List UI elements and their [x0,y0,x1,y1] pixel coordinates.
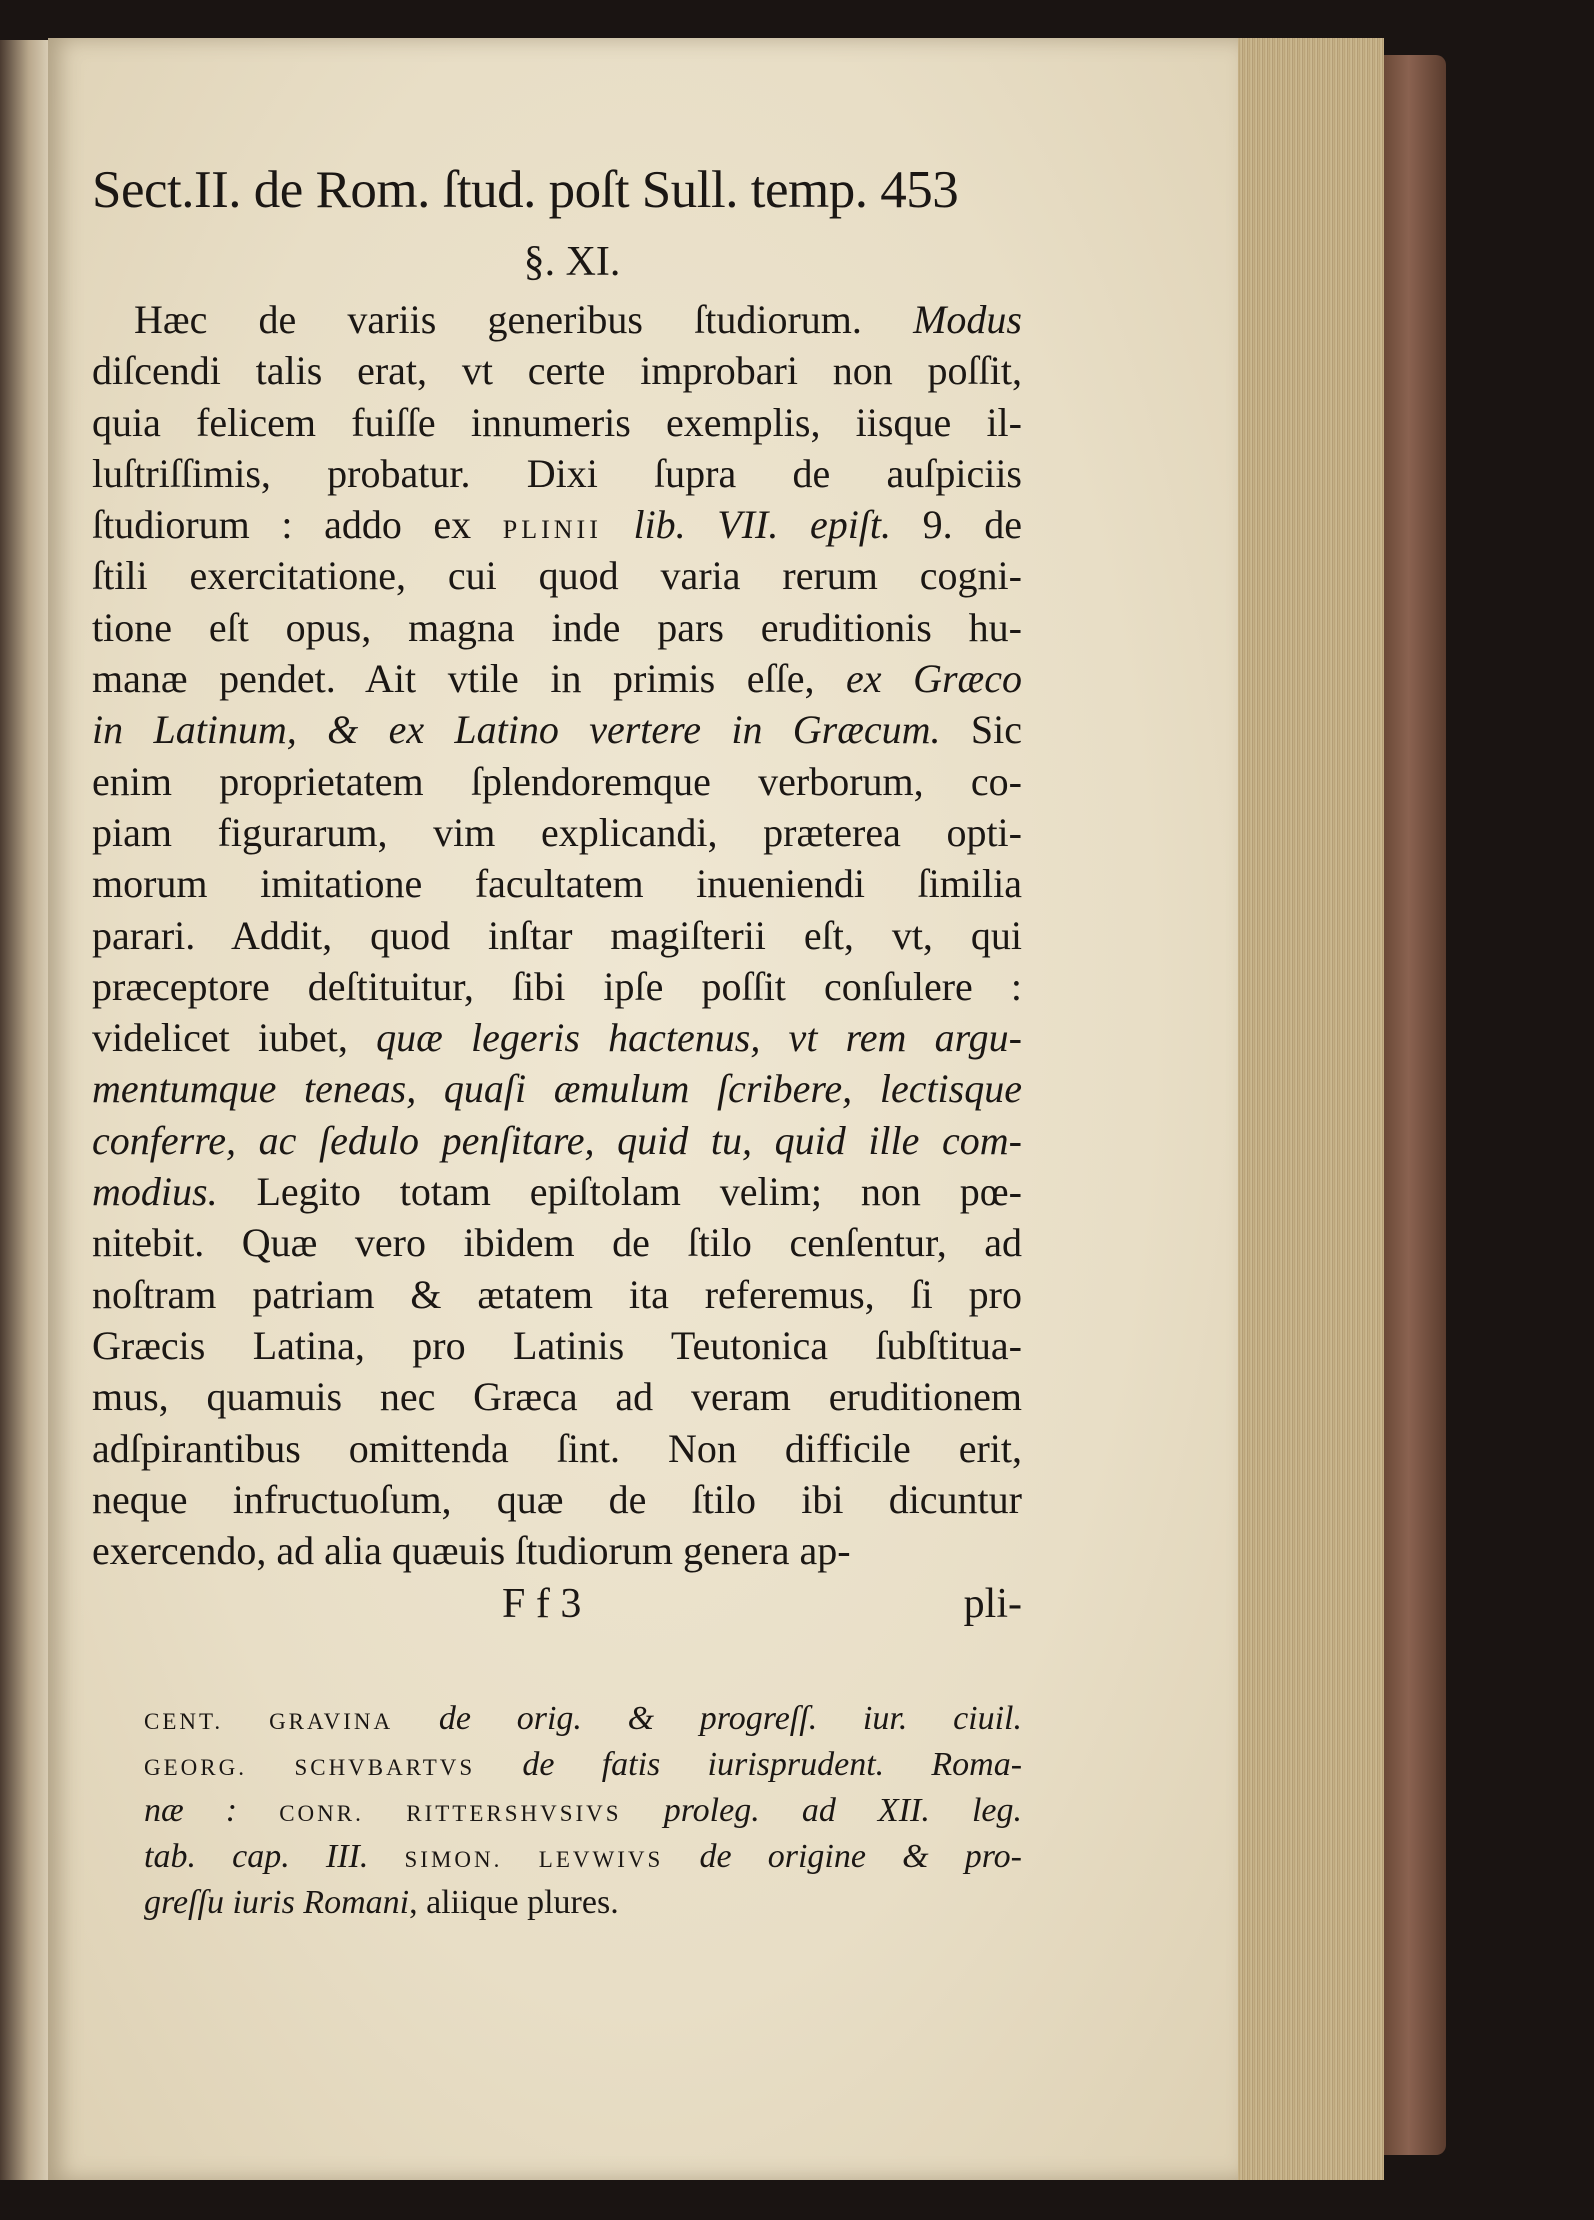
text-run: 9. de [891,502,1022,548]
italic-text: lib. VII. epiſt. [633,502,892,548]
body-line [92,602,1022,653]
small-caps-name: GEORG. SCHVBARTVS [144,1755,476,1781]
footnote-line [144,1880,1022,1926]
body-line [92,397,1022,448]
body-line [92,756,1022,807]
text-run: Legito totam epiſtolam velim; non pœ- [217,1169,1022,1215]
body-line [92,294,1022,345]
text-run: exercendo, ad alia quæuis ſtudiorum genera ap- [92,1528,851,1574]
text-run [393,1700,439,1737]
body-line [92,550,1022,601]
body-line [92,1525,1022,1576]
footnote [92,1696,1022,1926]
body-line [92,1320,1022,1371]
body-line [92,1371,1022,1422]
italic-text: Modus [913,297,1022,342]
text-run [368,1838,404,1875]
italic-text: conferre, ac ſedulo penſitare, quid tu, quid ille com- [92,1117,1022,1163]
text-run: neque infructuoſum, quæ de ſtilo ibi dicuntur [92,1476,1022,1522]
text-run: noſtram patriam & ætatem ita referemus, ſi pro [92,1271,1022,1317]
text-run: luſtriſſimis, probatur. Dixi ſupra de auſpiciis [92,450,1022,496]
text-run: ſtili exercitatione, cui quod varia rerum cogni- [92,553,1022,599]
body-text [92,294,1022,1576]
text-run [237,1792,279,1829]
italic-text: proleg. ad XII. leg. [663,1792,1022,1830]
text-run: nitebit. Quæ vero ibidem de ſtilo cenſentur, ad [92,1220,1022,1266]
italic-text: ex Græco [846,656,1022,702]
text-run [663,1838,699,1875]
body-line [92,1269,1022,1320]
text-run: piam figurarum, vim explicandi, præterea opti- [92,809,1022,855]
text-run: Sic [940,707,1022,753]
body-line [92,1115,1022,1166]
footnote-line [144,1788,1022,1834]
text-run: videlicet iubet, [92,1015,377,1061]
running-header: Sect.II. de Rom. ſtud. poſt Sull. temp. 453 [92,161,959,219]
body-line [92,704,1022,755]
facing-page-edge [0,40,48,2180]
small-caps-name: SIMON. LEVWIVS [404,1847,664,1873]
italic-text: de orig. & progreſſ. iur. ciuil. [438,1700,1022,1738]
text-run: ſtudiorum : addo ex [92,502,503,548]
italic-text: næ : [144,1792,238,1830]
italic-text: de fatis iurisprudent. Roma- [522,1746,1023,1784]
italic-text: de origine & pro- [699,1838,1022,1876]
text-run: morum imitatione facultatem inueniendi ſimilia [92,861,1022,907]
text-run: manæ pendet. Ait vtile in primis eſſe, [92,656,847,702]
footnote-line [144,1742,1022,1788]
italic-text: mentumque teneas, quaſi æmulum ſcribere, lectisque [92,1066,1022,1112]
body-line [92,807,1022,858]
footnote-line [144,1696,1022,1742]
text-run: præceptore deſtituitur, ſibi ipſe poſſit conſulere : [92,963,1022,1009]
text-run [622,1792,664,1829]
text-run: Hæc de variis generibus ſtudiorum. [134,297,914,342]
section-heading: §. XI. [523,239,621,285]
italic-text: tab. cap. III. [144,1838,369,1876]
body-line [92,1012,1022,1063]
text-run [602,502,634,547]
page-text [92,150,1022,1926]
footnote-line [144,1834,1022,1880]
small-caps-name: PLINII [502,515,602,545]
signature-mark: F f 3 [502,1581,582,1628]
text-run: tione eſt opus, magna inde pars eruditionis hu- [92,604,1022,650]
text-run: diſcendi talis erat, vt certe improbari non poſſit, [92,348,1022,394]
body-line [92,1217,1022,1268]
text-run: adſpirantibus omittenda ſint. Non difficile erit, [92,1425,1022,1471]
body-line [92,653,1022,704]
body-line [92,1474,1022,1525]
body-line [92,1166,1022,1217]
page-edges [1238,38,1384,2180]
body-line [92,858,1022,909]
text-run: parari. Addit, quod inſtar magiſterii eſt, vt, qui [92,912,1022,958]
catchword: pli- [963,1581,1022,1628]
body-line [92,910,1022,961]
body-line [92,499,1022,550]
catch-line [92,1576,1022,1632]
body-line [92,961,1022,1012]
text-run: Græcis Latina, pro Latinis Teutonica ſubſtitua- [92,1322,1022,1368]
body-line [92,1423,1022,1474]
body-line [92,345,1022,396]
small-caps-name: CENT. GRAVINA [144,1709,394,1735]
italic-text: in Latinum, & ex Latino vertere in Græcum. [92,707,941,753]
text-run: , aliique plures. [409,1884,619,1922]
italic-text: greſſu iuris Romani [144,1884,410,1922]
text-run: quia felicem fuiſſe innumeris exemplis, iisque il- [92,399,1022,445]
body-line [92,1063,1022,1114]
text-run: mus, quamuis nec Græca ad veram eruditionem [92,1374,1022,1420]
book-cover-edge [1384,55,1446,2155]
text-run [475,1746,522,1783]
small-caps-name: CONR. RITTERSHVSIVS [279,1801,622,1827]
italic-text: quæ legeris hactenus, vt rem argu- [376,1015,1022,1061]
text-run: enim proprietatem ſplendoremque verborum, co- [92,758,1022,804]
body-line [92,448,1022,499]
italic-text: modius. [92,1169,218,1215]
